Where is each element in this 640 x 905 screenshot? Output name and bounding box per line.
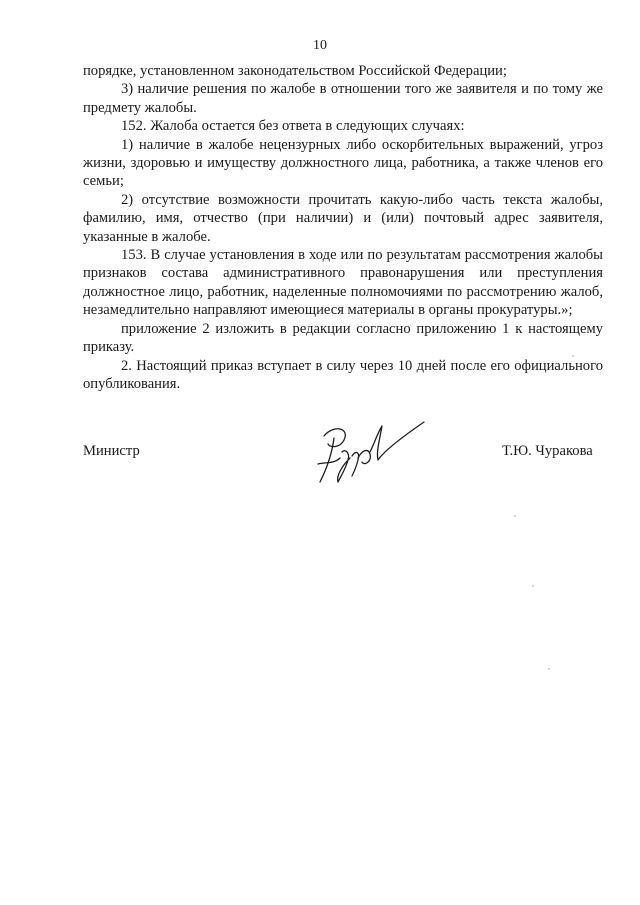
paragraph: приложение 2 изложить в редакции согласно приложению 1 к настоящему приказу. [83, 320, 603, 356]
scan-speck [548, 668, 550, 670]
signatory-title: Министр [83, 443, 140, 459]
page-number: 10 [313, 38, 327, 53]
paragraph: порядке, установленном законодательством Российской Федерации; [83, 63, 507, 79]
paragraph: 2. Настоящий приказ вступает в силу через 10 дней после его официального опубликования. [83, 357, 603, 392]
paragraph: 3) наличие решения по жалобе в отношении того же заявителя и по тому же предмету жалобы. [83, 81, 603, 116]
paragraph: 152. Жалоба остается без ответа в следующих случаях: [121, 118, 465, 135]
scan-speck [532, 585, 534, 587]
paragraph: 153. В случае установления в ходе или по результатам рассмотрения жалобы признаков состава административного правонарушения или преступления должностное лицо, работник, наделенные полномочиями по рассмотрению жалоб, незамедлительно направляют имеющиеся материалы в органы прокуратуры.»; [83, 247, 603, 319]
handwritten-signature [312, 418, 432, 488]
signatory-name: Т.Ю. Чуракова [502, 443, 593, 459]
paragraph: 1) наличие в жалобе нецензурных либо оскорбительных выражений, угроз жизни, здоровью и имуществу должностного лица, работника, а также членов его семьи; [83, 136, 603, 190]
scan-speck [572, 355, 574, 357]
document-body [83, 62, 603, 393]
paragraph: 2) отсутствие возможности прочитать какую-либо часть текста жалобы, фамилию, имя, отчество (при наличии) и (или) почтовый адрес заявителя, указанные в жалобе. [83, 191, 603, 245]
scan-speck [514, 515, 516, 517]
